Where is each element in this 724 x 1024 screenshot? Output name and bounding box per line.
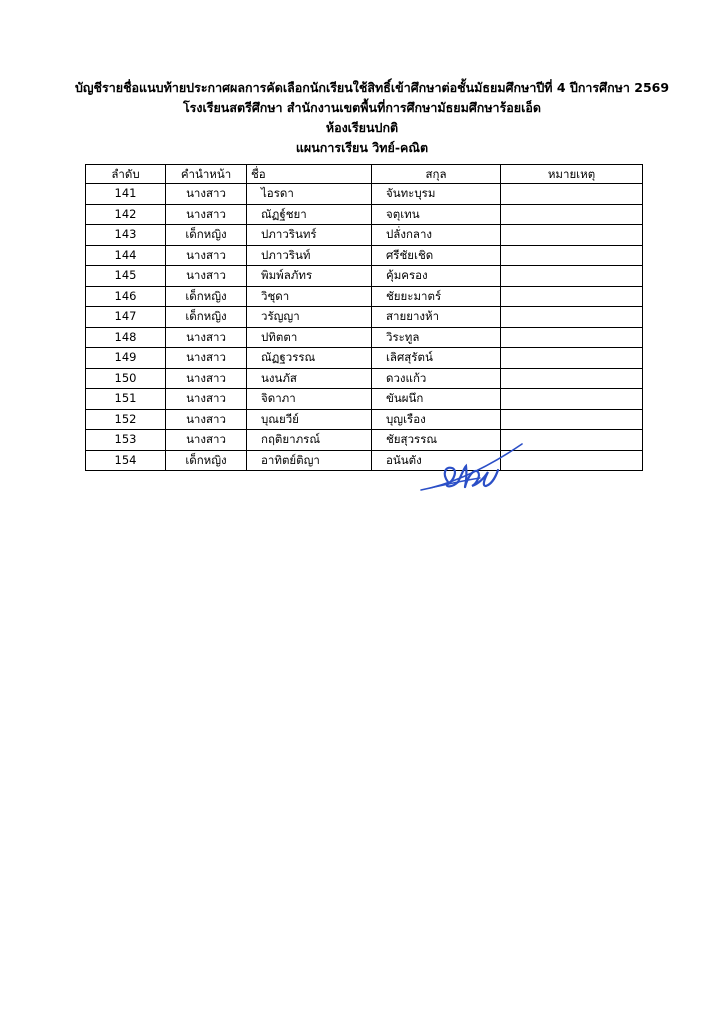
cell-last-name: บุญเรือง [372,409,501,430]
cell-remark [501,348,643,369]
cell-order: 154 [86,450,166,471]
cell-last-name: อนันตัง [372,450,501,471]
school-line: โรงเรียนสตรีศึกษา สำนักงานเขตพื้นที่การศึกษามัธยมศึกษาร้อยเอ็ด [182,100,542,115]
cell-prefix: นางสาว [166,184,247,205]
document-header [0,78,724,158]
student-roster-table [85,164,643,471]
cell-first-name: ปภาวรินทร์ [247,225,372,246]
cell-first-name: กฤติยาภรณ์ [247,430,372,451]
cell-order: 151 [86,389,166,410]
table-row [86,184,643,205]
cell-remark [501,184,643,205]
cell-first-name: จิดาภา [247,389,372,410]
cell-first-name: นงนภัส [247,368,372,389]
cell-prefix: นางสาว [166,348,247,369]
cell-last-name: จตุเทน [372,204,501,225]
cell-remark [501,286,643,307]
cell-prefix: เด็กหญิง [166,286,247,307]
cell-prefix: นางสาว [166,245,247,266]
cell-first-name: พิมพ์ลภัทร [247,266,372,287]
cell-first-name: วรัญญา [247,307,372,328]
cell-prefix: นางสาว [166,327,247,348]
cell-last-name: ดวงแก้ว [372,368,501,389]
cell-order: 141 [86,184,166,205]
table-row [86,409,643,430]
cell-remark [501,225,643,246]
table-row [86,266,643,287]
cell-order: 150 [86,368,166,389]
cell-remark [501,409,643,430]
cell-remark [501,307,643,328]
cell-prefix: เด็กหญิง [166,307,247,328]
cell-prefix: นางสาว [166,266,247,287]
table-row [86,307,643,328]
cell-order: 146 [86,286,166,307]
cell-remark [501,266,643,287]
cell-first-name: อาทิตย์ติญา [247,450,372,471]
cell-remark [501,245,643,266]
cell-order: 148 [86,327,166,348]
col-header-last-name: สกุล [372,165,501,184]
cell-remark [501,389,643,410]
study-plan: แผนการเรียน วิทย์-คณิต [295,140,429,155]
cell-first-name: ณัฏฐ์ชยา [247,204,372,225]
cell-remark [501,204,643,225]
table-row [86,225,643,246]
cell-order: 153 [86,430,166,451]
cell-last-name: คุ้มครอง [372,266,501,287]
cell-order: 142 [86,204,166,225]
cell-first-name: ปทิตตา [247,327,372,348]
cell-last-name: สายยางห้า [372,307,501,328]
cell-last-name: ขันผนึก [372,389,501,410]
table-row [86,327,643,348]
cell-order: 149 [86,348,166,369]
col-header-remark: หมายเหตุ [501,165,643,184]
table-header-row [86,165,643,184]
handwritten-signature-icon [418,438,528,498]
col-header-prefix: คำนำหน้า [166,165,247,184]
cell-first-name: ณัฏฐวรรณ [247,348,372,369]
cell-last-name: เลิศสุรัตน์ [372,348,501,369]
classroom-type: ห้องเรียนปกติ [325,120,399,135]
cell-first-name: บุณยวีย์ [247,409,372,430]
cell-first-name: ไอรดา [247,184,372,205]
cell-order: 143 [86,225,166,246]
cell-prefix: นางสาว [166,204,247,225]
cell-order: 147 [86,307,166,328]
cell-prefix: นางสาว [166,409,247,430]
cell-remark [501,327,643,348]
cell-last-name: ชัยสุวรรณ [372,430,501,451]
cell-last-name: ชัยยะมาตร์ [372,286,501,307]
cell-prefix: นางสาว [166,368,247,389]
cell-first-name: วิชุดา [247,286,372,307]
cell-last-name: จันทะบุรม [372,184,501,205]
document-title: บัญชีรายชื่อแนบท้ายประกาศผลการคัดเลือกนักเรียนใช้สิทธิ์เข้าศึกษาต่อชั้นมัธยมศึกษาปีที่ 4 ปีการศึกษา 2569 [74,80,670,95]
cell-order: 144 [86,245,166,266]
cell-prefix: เด็กหญิง [166,450,247,471]
cell-prefix: เด็กหญิง [166,225,247,246]
table-row [86,348,643,369]
cell-order: 152 [86,409,166,430]
cell-prefix: นางสาว [166,389,247,410]
cell-last-name: วิระทูล [372,327,501,348]
table-row [86,368,643,389]
table-row [86,430,643,451]
table-row [86,450,643,471]
cell-last-name: ศรีชัยเชิด [372,245,501,266]
table-row [86,204,643,225]
table-row [86,286,643,307]
table-row [86,245,643,266]
cell-prefix: นางสาว [166,430,247,451]
table-row [86,389,643,410]
col-header-order: ลำดับ [86,165,166,184]
col-header-first-name: ชื่อ [247,165,372,184]
cell-order: 145 [86,266,166,287]
cell-remark [501,368,643,389]
cell-first-name: ปภาวรินท์ [247,245,372,266]
cell-last-name: ปลั่งกลาง [372,225,501,246]
